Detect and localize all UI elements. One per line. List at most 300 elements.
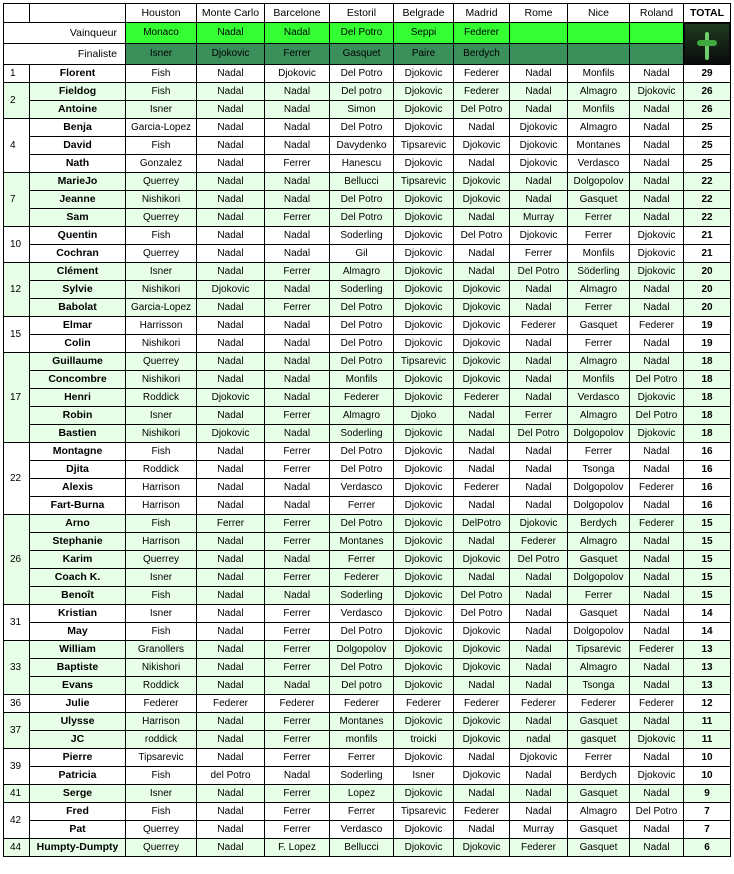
player-row <box>4 155 731 173</box>
pick-cell: Tsonga <box>568 677 630 695</box>
pick-cell: Bellucci <box>330 173 394 191</box>
pick-cell: Del Potro <box>330 317 394 335</box>
player-name: Sam <box>30 209 126 227</box>
header-total: TOTAL <box>684 4 731 23</box>
player-name: Antoine <box>30 101 126 119</box>
pick-cell: Djokovic <box>454 281 510 299</box>
pick-cell: Nadal <box>510 101 568 119</box>
player-row <box>4 803 731 821</box>
pick-cell: Nadal <box>630 551 684 569</box>
player-name: Humpty-Dumpty <box>30 839 126 857</box>
player-row <box>4 299 731 317</box>
rank-cell: 17 <box>4 353 30 443</box>
pick-cell: Djokovic <box>454 731 510 749</box>
pick-cell: Nadal <box>197 551 265 569</box>
pick-cell: Nadal <box>630 497 684 515</box>
pick-cell: Berdych <box>568 767 630 785</box>
pick-cell: Nadal <box>630 677 684 695</box>
pick-cell: Querrey <box>126 209 197 227</box>
pick-cell: Djokovic <box>197 281 265 299</box>
pick-cell: Federer <box>630 641 684 659</box>
pick-cell: Federer <box>630 479 684 497</box>
finalist-cell <box>568 44 630 65</box>
player-name: Coach K. <box>30 569 126 587</box>
finalist-cell: Gasquet <box>330 44 394 65</box>
pick-cell: Federer <box>630 515 684 533</box>
player-name: Elmar <box>30 317 126 335</box>
player-row <box>4 785 731 803</box>
pick-cell: Nadal <box>197 479 265 497</box>
pick-cell: Djokovic <box>394 425 454 443</box>
rank-cell: 1 <box>4 65 30 83</box>
total-points: 18 <box>684 389 731 407</box>
pick-cell: Nadal <box>630 101 684 119</box>
pick-cell: Harrison <box>126 713 197 731</box>
pick-cell: Federer <box>510 695 568 713</box>
pick-cell: Del Potro <box>630 407 684 425</box>
pick-cell: Djokovic <box>197 389 265 407</box>
pick-cell: Nadal <box>265 335 330 353</box>
total-points: 6 <box>684 839 731 857</box>
pick-cell: Nadal <box>630 461 684 479</box>
pick-cell: Nadal <box>630 119 684 137</box>
pick-cell: Nadal <box>197 749 265 767</box>
pick-cell: Nadal <box>197 263 265 281</box>
pick-cell: Djokovic <box>454 839 510 857</box>
total-points: 22 <box>684 173 731 191</box>
pick-cell: Del Potro <box>454 587 510 605</box>
pick-cell: Djokovic <box>454 713 510 731</box>
pick-cell: Almagro <box>568 281 630 299</box>
finalist-cell <box>630 44 684 65</box>
pick-cell: Djokovic <box>630 227 684 245</box>
player-name: Nath <box>30 155 126 173</box>
pick-cell: Tipsarevic <box>126 749 197 767</box>
pick-cell: Fish <box>126 515 197 533</box>
pick-cell: Nadal <box>454 245 510 263</box>
pick-cell: Fish <box>126 623 197 641</box>
pick-cell: Gasquet <box>568 551 630 569</box>
pick-cell: Nadal <box>265 227 330 245</box>
pick-cell: Nadal <box>265 317 330 335</box>
player-row <box>4 659 731 677</box>
pick-cell: Murray <box>510 209 568 227</box>
pick-cell: Nadal <box>630 353 684 371</box>
pick-cell: Nadal <box>197 245 265 263</box>
pick-cell: Djokovic <box>394 569 454 587</box>
pick-cell: Djoko <box>394 407 454 425</box>
pick-cell: Almagro <box>330 407 394 425</box>
pick-cell: Nadal <box>630 659 684 677</box>
pick-cell: Nadal <box>197 173 265 191</box>
player-row <box>4 191 731 209</box>
pick-cell: Djokovic <box>394 335 454 353</box>
player-row <box>4 137 731 155</box>
player-name: David <box>30 137 126 155</box>
header-belgrade: Belgrade <box>394 4 454 23</box>
pick-cell: Nadal <box>630 335 684 353</box>
total-points: 18 <box>684 371 731 389</box>
pick-cell: Djokovic <box>454 353 510 371</box>
pick-cell: Djokovic <box>394 317 454 335</box>
pick-cell: Federer <box>394 695 454 713</box>
pick-cell: Del Potro <box>454 227 510 245</box>
pick-cell: Roddick <box>126 677 197 695</box>
player-row <box>4 749 731 767</box>
winner-cell: Monaco <box>126 23 197 44</box>
player-row <box>4 605 731 623</box>
pick-cell: Ferrer <box>330 749 394 767</box>
pick-cell: Federer <box>510 317 568 335</box>
pick-cell: Nadal <box>197 155 265 173</box>
player-name: Cochran <box>30 245 126 263</box>
winner-cell <box>510 23 568 44</box>
pick-cell: gasquet <box>568 731 630 749</box>
pick-cell: Isner <box>126 785 197 803</box>
player-row <box>4 461 731 479</box>
pick-cell: Nadal <box>630 191 684 209</box>
prediction-standings-table <box>3 3 731 857</box>
pick-cell: Soderling <box>330 227 394 245</box>
pick-cell: Nadal <box>454 425 510 443</box>
pick-cell: Nadal <box>265 587 330 605</box>
table-body <box>4 4 731 857</box>
pick-cell: Tipsarevic <box>568 641 630 659</box>
pick-cell: Gasquet <box>568 191 630 209</box>
rank-cell: 36 <box>4 695 30 713</box>
pick-cell: Djokovic <box>394 299 454 317</box>
pick-cell: Djokovic <box>394 479 454 497</box>
pick-cell: Lopez <box>330 785 394 803</box>
pick-cell: Ferrer <box>265 407 330 425</box>
pick-cell: Ferrer <box>568 749 630 767</box>
pick-cell: Djokovic <box>394 227 454 245</box>
pick-cell: Verdasco <box>330 605 394 623</box>
pick-cell: Nadal <box>630 173 684 191</box>
pick-cell: Djokovic <box>394 101 454 119</box>
player-row <box>4 173 731 191</box>
rank-cell: 39 <box>4 749 30 785</box>
pick-cell: Nadal <box>454 461 510 479</box>
player-row <box>4 551 731 569</box>
pick-cell: Nadal <box>510 569 568 587</box>
pick-cell: Nadal <box>197 587 265 605</box>
total-points: 11 <box>684 731 731 749</box>
rank-cell: 37 <box>4 713 30 749</box>
pick-cell: Nadal <box>510 623 568 641</box>
pick-cell: Gasquet <box>568 713 630 731</box>
pick-cell: Nadal <box>630 587 684 605</box>
pick-cell: Ferrer <box>265 641 330 659</box>
pick-cell: Nadal <box>510 785 568 803</box>
player-row <box>4 101 731 119</box>
total-points: 22 <box>684 191 731 209</box>
pick-cell: Djokovic <box>197 425 265 443</box>
pick-cell: Harrisson <box>126 317 197 335</box>
pick-cell: Gasquet <box>568 317 630 335</box>
finalist-label: Finaliste <box>4 44 126 65</box>
pick-cell: Ferrer <box>265 785 330 803</box>
pick-cell: Federer <box>330 569 394 587</box>
pick-cell: Ferrer <box>265 299 330 317</box>
pick-cell: Nadal <box>454 497 510 515</box>
pick-cell: Nadal <box>197 713 265 731</box>
player-row <box>4 425 731 443</box>
pick-cell: Nadal <box>197 461 265 479</box>
pick-cell: Soderling <box>330 425 394 443</box>
pick-cell: Djokovic <box>394 821 454 839</box>
player-name: Colin <box>30 335 126 353</box>
total-points: 21 <box>684 245 731 263</box>
total-points: 13 <box>684 659 731 677</box>
pick-cell: Djokovic <box>454 191 510 209</box>
pick-cell: Djokovic <box>394 389 454 407</box>
pick-cell: Nadal <box>510 191 568 209</box>
player-row <box>4 389 731 407</box>
pick-cell: Nadal <box>265 245 330 263</box>
pick-cell: Djokovic <box>394 785 454 803</box>
pick-cell: Nadal <box>454 677 510 695</box>
pick-cell: Djokovic <box>454 659 510 677</box>
pick-cell: Almagro <box>568 533 630 551</box>
pick-cell: Ferrer <box>265 461 330 479</box>
pick-cell: Nadal <box>265 497 330 515</box>
player-row <box>4 731 731 749</box>
header-estoril: Estoril <box>330 4 394 23</box>
total-points: 12 <box>684 695 731 713</box>
pick-cell: Djokovic <box>510 119 568 137</box>
total-points: 7 <box>684 803 731 821</box>
pick-cell: Nadal <box>197 605 265 623</box>
pick-cell: Soderling <box>330 281 394 299</box>
pick-cell: Gil <box>330 245 394 263</box>
pick-cell: Nadal <box>454 443 510 461</box>
winner-cell <box>630 23 684 44</box>
pick-cell: Federer <box>510 839 568 857</box>
header-houston: Houston <box>126 4 197 23</box>
pick-cell: Tipsarevic <box>394 137 454 155</box>
pick-cell: Federer <box>630 317 684 335</box>
pick-cell: Nishikori <box>126 191 197 209</box>
pick-cell: monfils <box>330 731 394 749</box>
pick-cell: Federer <box>330 695 394 713</box>
player-name: Pierre <box>30 749 126 767</box>
total-points: 25 <box>684 155 731 173</box>
pick-cell: Federer <box>330 389 394 407</box>
player-name: Bastien <box>30 425 126 443</box>
pick-cell: Nadal <box>197 677 265 695</box>
player-name: Fred <box>30 803 126 821</box>
pick-cell: Ferrer <box>568 209 630 227</box>
pick-cell: Nadal <box>265 767 330 785</box>
pick-cell: Nadal <box>197 731 265 749</box>
pick-cell: Del Potro <box>330 119 394 137</box>
pick-cell: Nadal <box>197 443 265 461</box>
pick-cell: Montanes <box>568 137 630 155</box>
pick-cell: Tipsarevic <box>394 353 454 371</box>
total-points: 26 <box>684 101 731 119</box>
player-name: Serge <box>30 785 126 803</box>
player-name: Henri <box>30 389 126 407</box>
pick-cell: Almagro <box>568 407 630 425</box>
total-points: 18 <box>684 353 731 371</box>
pick-cell: Djokovic <box>630 83 684 101</box>
pick-cell: Del Potro <box>630 803 684 821</box>
rank-cell: 22 <box>4 443 30 515</box>
pick-cell: Nadal <box>265 137 330 155</box>
pick-cell: Del Potro <box>454 605 510 623</box>
pick-cell: Nadal <box>510 803 568 821</box>
pick-cell: Djokovic <box>394 83 454 101</box>
finalist-cell: Djokovic <box>197 44 265 65</box>
pick-cell: Djokovic <box>454 767 510 785</box>
pick-cell: Nadal <box>510 677 568 695</box>
pick-cell: Montanes <box>330 533 394 551</box>
pick-cell: Nadal <box>510 461 568 479</box>
pick-cell: Almagro <box>568 659 630 677</box>
pick-cell: Djokovic <box>394 65 454 83</box>
pick-cell: Soderling <box>330 587 394 605</box>
pick-cell: Hanescu <box>330 155 394 173</box>
player-name: Evans <box>30 677 126 695</box>
player-name: Sylvie <box>30 281 126 299</box>
pick-cell: Nadal <box>510 335 568 353</box>
pick-cell: Djokovic <box>394 713 454 731</box>
pick-cell: Nadal <box>265 479 330 497</box>
pick-cell: Ferrer <box>265 569 330 587</box>
pick-cell: Ferrer <box>265 731 330 749</box>
pick-cell: Nadal <box>265 101 330 119</box>
total-points: 18 <box>684 407 731 425</box>
pick-cell: Nadal <box>454 749 510 767</box>
player-row <box>4 353 731 371</box>
player-name: Florent <box>30 65 126 83</box>
pick-cell: Djokovic <box>394 371 454 389</box>
pick-cell: Almagro <box>568 803 630 821</box>
pick-cell: Ferrer <box>265 659 330 677</box>
pick-cell: Djokovic <box>454 137 510 155</box>
pick-cell: Nadal <box>197 821 265 839</box>
pick-cell: Djokovic <box>394 443 454 461</box>
pick-cell: Harrison <box>126 479 197 497</box>
pick-cell: Federer <box>454 695 510 713</box>
pick-cell: Del potro <box>330 677 394 695</box>
pick-cell: Djokovic <box>454 551 510 569</box>
pick-cell: Ferrer <box>265 209 330 227</box>
pick-cell: Nadal <box>454 785 510 803</box>
pick-cell: Isner <box>394 767 454 785</box>
pick-cell: Monfils <box>568 371 630 389</box>
pick-cell: Ferrer <box>265 605 330 623</box>
finalist-cell <box>510 44 568 65</box>
player-name: Karim <box>30 551 126 569</box>
pick-cell: Dolgopolov <box>568 623 630 641</box>
player-name: Pat <box>30 821 126 839</box>
pick-cell: Simon <box>330 101 394 119</box>
total-points: 25 <box>684 137 731 155</box>
pick-cell: Verdasco <box>568 155 630 173</box>
pick-cell: Nadal <box>197 497 265 515</box>
pick-cell: Isner <box>126 569 197 587</box>
pick-cell: Del Potro <box>330 461 394 479</box>
winner-label: Vainqueur <box>4 23 126 44</box>
pick-cell: Ferrer <box>330 497 394 515</box>
player-name: Clément <box>30 263 126 281</box>
pick-cell: Monfils <box>330 371 394 389</box>
pick-cell: Verdasco <box>568 389 630 407</box>
pick-cell: Nadal <box>630 623 684 641</box>
player-row <box>4 641 731 659</box>
pick-cell: Federer <box>454 83 510 101</box>
pick-cell: Djokovic <box>454 317 510 335</box>
pick-cell: Nadal <box>265 83 330 101</box>
pick-cell: Tipsarevic <box>394 803 454 821</box>
pick-cell: Garcia-Lopez <box>126 299 197 317</box>
player-row <box>4 623 731 641</box>
pick-cell: Ferrer <box>265 803 330 821</box>
player-name: Alexis <box>30 479 126 497</box>
pick-cell: Del Potro <box>510 425 568 443</box>
pick-cell: Querrey <box>126 353 197 371</box>
player-name: William <box>30 641 126 659</box>
pick-cell: Djokovic <box>630 425 684 443</box>
pick-cell: Del Potro <box>330 65 394 83</box>
pick-cell: Nadal <box>265 677 330 695</box>
pick-cell: Nadal <box>265 353 330 371</box>
pick-cell: Almagro <box>568 83 630 101</box>
total-points: 15 <box>684 515 731 533</box>
pick-cell: Nadal <box>454 119 510 137</box>
pick-cell: Nadal <box>630 443 684 461</box>
total-points: 20 <box>684 299 731 317</box>
pick-cell: Djokovic <box>394 623 454 641</box>
total-points: 16 <box>684 443 731 461</box>
pick-cell: Gasquet <box>568 839 630 857</box>
pick-cell: Nadal <box>197 209 265 227</box>
pick-cell: Djokovic <box>394 641 454 659</box>
player-row <box>4 821 731 839</box>
total-points: 15 <box>684 533 731 551</box>
total-points: 26 <box>684 83 731 101</box>
pick-cell: Nishikori <box>126 371 197 389</box>
total-points: 13 <box>684 677 731 695</box>
pick-cell: Djokovic <box>394 155 454 173</box>
pick-cell: Nadal <box>510 479 568 497</box>
pick-cell: Nadal <box>510 83 568 101</box>
pick-cell: Nadal <box>630 137 684 155</box>
pick-cell: Nadal <box>510 173 568 191</box>
pick-cell: Soderling <box>330 767 394 785</box>
pick-cell: Nadal <box>510 299 568 317</box>
pick-cell: Del Potro <box>330 353 394 371</box>
pick-cell: Nadal <box>197 137 265 155</box>
pick-cell: Nadal <box>510 389 568 407</box>
pick-cell: Nadal <box>197 407 265 425</box>
pick-cell: Ferrer <box>510 245 568 263</box>
pick-cell: Fish <box>126 227 197 245</box>
pick-cell: Nadal <box>197 353 265 371</box>
pick-cell: Nadal <box>510 605 568 623</box>
player-name: Patricia <box>30 767 126 785</box>
player-name: Baptiste <box>30 659 126 677</box>
pick-cell: Djokovic <box>394 497 454 515</box>
player-row <box>4 119 731 137</box>
pick-cell: Djokovic <box>454 623 510 641</box>
pick-cell: Roddick <box>126 389 197 407</box>
pick-cell: Fish <box>126 767 197 785</box>
pick-cell: Nadal <box>454 209 510 227</box>
header-row <box>4 4 731 23</box>
